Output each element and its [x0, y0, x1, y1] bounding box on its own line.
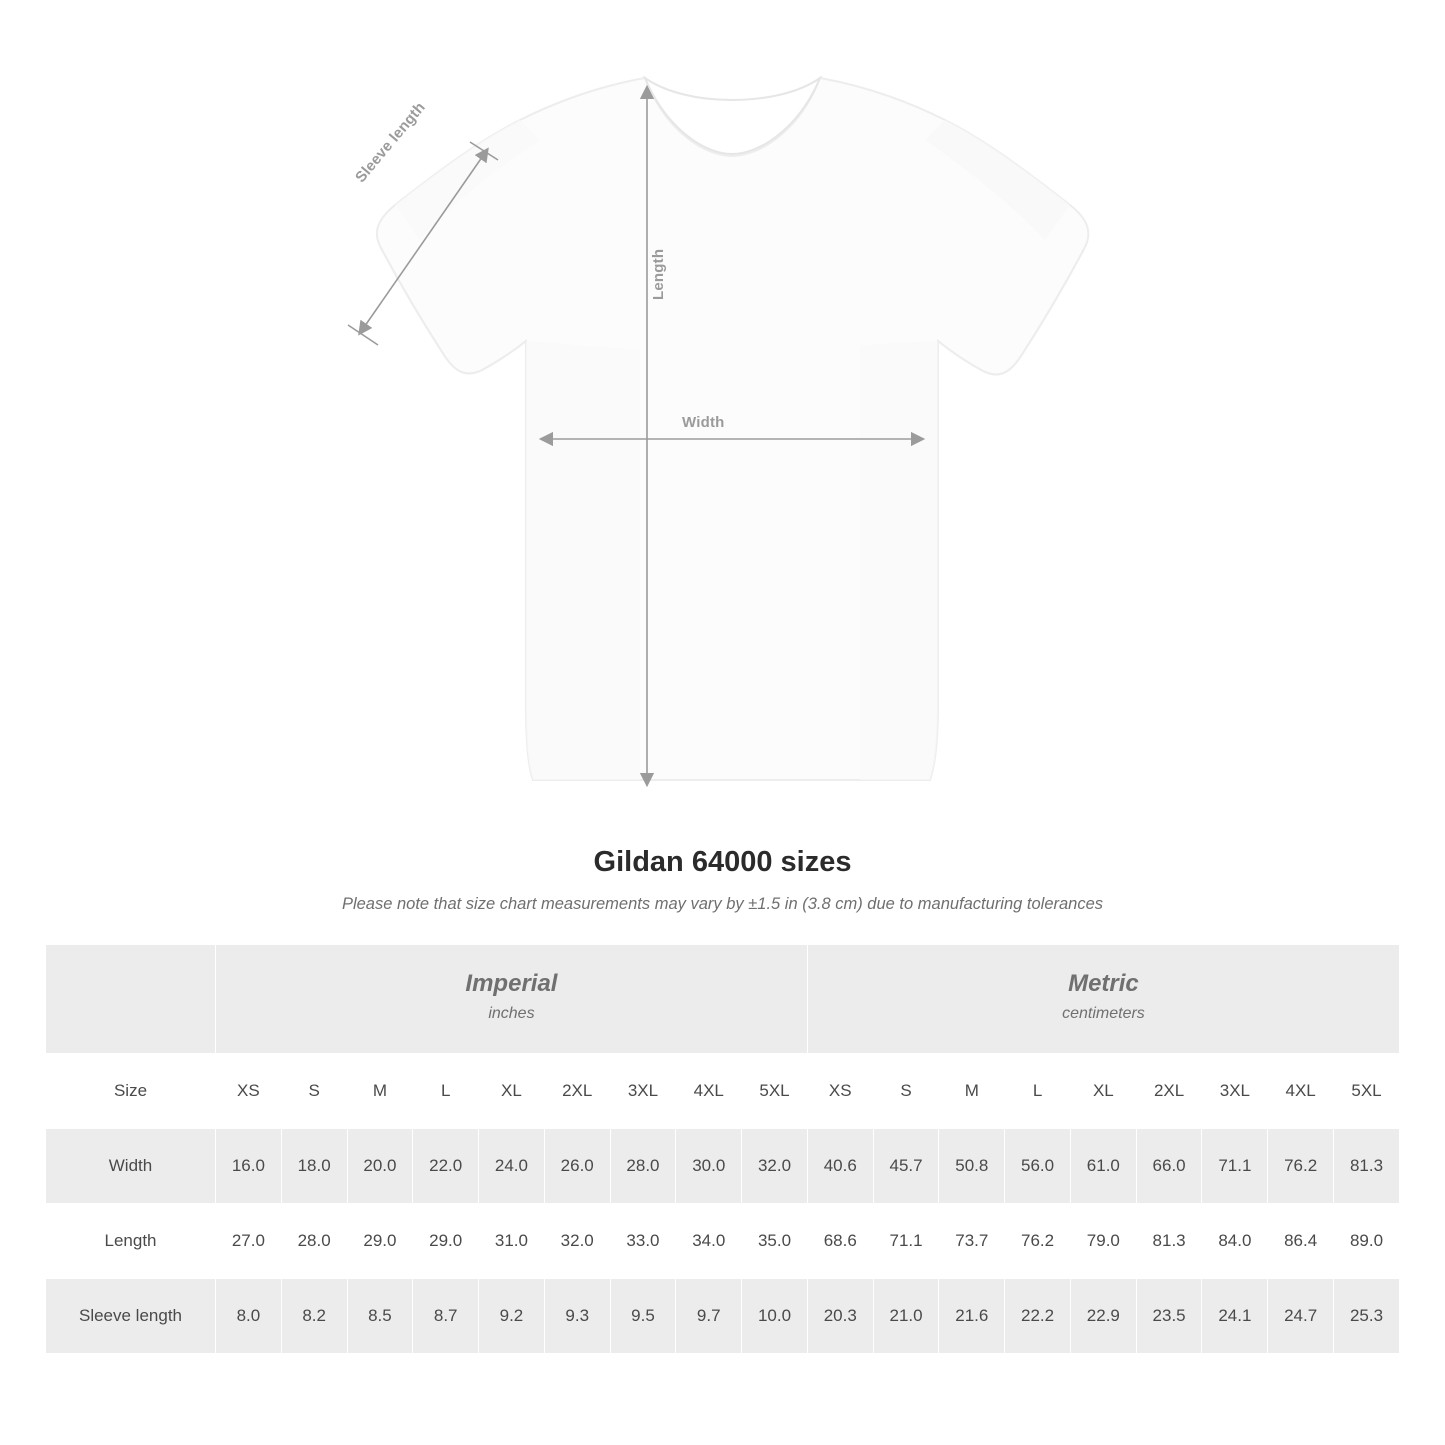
column-header-5xl-imperial: 5XL — [742, 1054, 808, 1129]
cell-width-3xl-in: 28.0 — [610, 1129, 676, 1204]
cell-length-4xl-cm: 86.4 — [1268, 1204, 1334, 1279]
cell-length-l-in: 29.0 — [413, 1204, 479, 1279]
unit-header-spacer — [46, 945, 216, 1054]
title-block — [0, 846, 1445, 914]
column-header-5xl-metric: 5XL — [1334, 1054, 1400, 1129]
cell-sleeve-length-3xl-cm: 24.1 — [1202, 1279, 1268, 1354]
cell-sleeve-length-2xl-in: 9.3 — [544, 1279, 610, 1354]
cell-sleeve-length-m-in: 8.5 — [347, 1279, 413, 1354]
cell-width-xs-cm: 40.6 — [807, 1129, 873, 1204]
cell-width-xs-in: 16.0 — [216, 1129, 282, 1204]
width-label: Width — [682, 414, 725, 431]
cell-width-m-in: 20.0 — [347, 1129, 413, 1204]
cell-sleeve-length-4xl-in: 9.7 — [676, 1279, 742, 1354]
cell-length-s-in: 28.0 — [281, 1204, 347, 1279]
column-header-m-imperial: M — [347, 1054, 413, 1129]
column-header-s-imperial: S — [281, 1054, 347, 1129]
unit-header-metric — [807, 945, 1399, 1054]
unit-header-row — [46, 945, 1400, 1054]
row-header-sleeve-length: Sleeve length — [46, 1279, 216, 1354]
column-header-3xl-imperial: 3XL — [610, 1054, 676, 1129]
cell-length-xl-cm: 79.0 — [1070, 1204, 1136, 1279]
cell-sleeve-length-xs-cm: 20.3 — [807, 1279, 873, 1354]
cell-length-m-in: 29.0 — [347, 1204, 413, 1279]
column-header-xl-metric: XL — [1070, 1054, 1136, 1129]
cell-width-xl-cm: 61.0 — [1070, 1129, 1136, 1204]
unit-subtitle: centimeters — [1062, 1004, 1145, 1022]
unit-name: Imperial — [465, 969, 558, 997]
cell-width-l-in: 22.0 — [413, 1129, 479, 1204]
column-header-xs-metric: XS — [807, 1054, 873, 1129]
sleeve-length-label: Sleeve length — [352, 98, 429, 186]
column-header-s-metric: S — [873, 1054, 939, 1129]
table-row — [46, 1129, 1400, 1204]
cell-sleeve-length-s-in: 8.2 — [281, 1279, 347, 1354]
cell-sleeve-length-2xl-cm: 23.5 — [1136, 1279, 1202, 1354]
cell-length-2xl-in: 32.0 — [544, 1204, 610, 1279]
cell-sleeve-length-3xl-in: 9.5 — [610, 1279, 676, 1354]
cell-sleeve-length-l-cm: 22.2 — [1005, 1279, 1071, 1354]
table-row — [46, 1279, 1400, 1354]
cell-width-s-cm: 45.7 — [873, 1129, 939, 1204]
size-table — [45, 944, 1400, 1354]
length-label: Length — [650, 248, 667, 300]
cell-length-5xl-cm: 89.0 — [1334, 1204, 1400, 1279]
cell-width-3xl-cm: 71.1 — [1202, 1129, 1268, 1204]
row-header-length: Length — [46, 1204, 216, 1279]
cell-sleeve-length-s-cm: 21.0 — [873, 1279, 939, 1354]
unit-name: Metric — [1068, 969, 1139, 997]
cell-length-5xl-in: 35.0 — [742, 1204, 808, 1279]
cell-sleeve-length-l-in: 8.7 — [413, 1279, 479, 1354]
column-header-l-imperial: L — [413, 1054, 479, 1129]
unit-header-imperial — [216, 945, 808, 1054]
cell-length-2xl-cm: 81.3 — [1136, 1204, 1202, 1279]
table-row — [46, 1204, 1400, 1279]
column-header-4xl-imperial: 4XL — [676, 1054, 742, 1129]
cell-sleeve-length-xl-cm: 22.9 — [1070, 1279, 1136, 1354]
column-header-xs-imperial: XS — [216, 1054, 282, 1129]
column-header-m-metric: M — [939, 1054, 1005, 1129]
cell-length-xs-cm: 68.6 — [807, 1204, 873, 1279]
row-header-size: Size — [46, 1054, 216, 1129]
column-header-3xl-metric: 3XL — [1202, 1054, 1268, 1129]
page-title: Gildan 64000 sizes — [593, 846, 852, 878]
cell-width-4xl-cm: 76.2 — [1268, 1129, 1334, 1204]
cell-sleeve-length-xs-in: 8.0 — [216, 1279, 282, 1354]
tolerance-note: Please note that size chart measurements may vary by ±1.5 in (3.8 cm) due to manufacturing tolerances — [341, 895, 1104, 913]
column-header-2xl-metric: 2XL — [1136, 1054, 1202, 1129]
cell-length-3xl-in: 33.0 — [610, 1204, 676, 1279]
column-header-xl-imperial: XL — [479, 1054, 545, 1129]
column-header-4xl-metric: 4XL — [1268, 1054, 1334, 1129]
cell-sleeve-length-xl-in: 9.2 — [479, 1279, 545, 1354]
cell-length-xs-in: 27.0 — [216, 1204, 282, 1279]
size-table-wrapper — [45, 944, 1400, 1354]
cell-width-5xl-in: 32.0 — [742, 1129, 808, 1204]
cell-width-2xl-cm: 66.0 — [1136, 1129, 1202, 1204]
cell-sleeve-length-5xl-in: 10.0 — [742, 1279, 808, 1354]
cell-length-l-cm: 76.2 — [1005, 1204, 1071, 1279]
tshirt-shape — [377, 78, 1089, 780]
cell-length-3xl-cm: 84.0 — [1202, 1204, 1268, 1279]
cell-width-m-cm: 50.8 — [939, 1129, 1005, 1204]
cell-sleeve-length-4xl-cm: 24.7 — [1268, 1279, 1334, 1354]
unit-subtitle: inches — [488, 1004, 535, 1022]
column-header-l-metric: L — [1005, 1054, 1071, 1129]
cell-width-2xl-in: 26.0 — [544, 1129, 610, 1204]
cell-width-l-cm: 56.0 — [1005, 1129, 1071, 1204]
row-header-width: Width — [46, 1129, 216, 1204]
cell-length-m-cm: 73.7 — [939, 1204, 1005, 1279]
cell-width-5xl-cm: 81.3 — [1334, 1129, 1400, 1204]
size-header-row — [46, 1054, 1400, 1129]
cell-length-4xl-in: 34.0 — [676, 1204, 742, 1279]
cell-width-xl-in: 24.0 — [479, 1129, 545, 1204]
cell-sleeve-length-m-cm: 21.6 — [939, 1279, 1005, 1354]
column-header-2xl-imperial: 2XL — [544, 1054, 610, 1129]
cell-sleeve-length-5xl-cm: 25.3 — [1334, 1279, 1400, 1354]
cell-length-s-cm: 71.1 — [873, 1204, 939, 1279]
cell-width-4xl-in: 30.0 — [676, 1129, 742, 1204]
cell-length-xl-in: 31.0 — [479, 1204, 545, 1279]
cell-width-s-in: 18.0 — [281, 1129, 347, 1204]
